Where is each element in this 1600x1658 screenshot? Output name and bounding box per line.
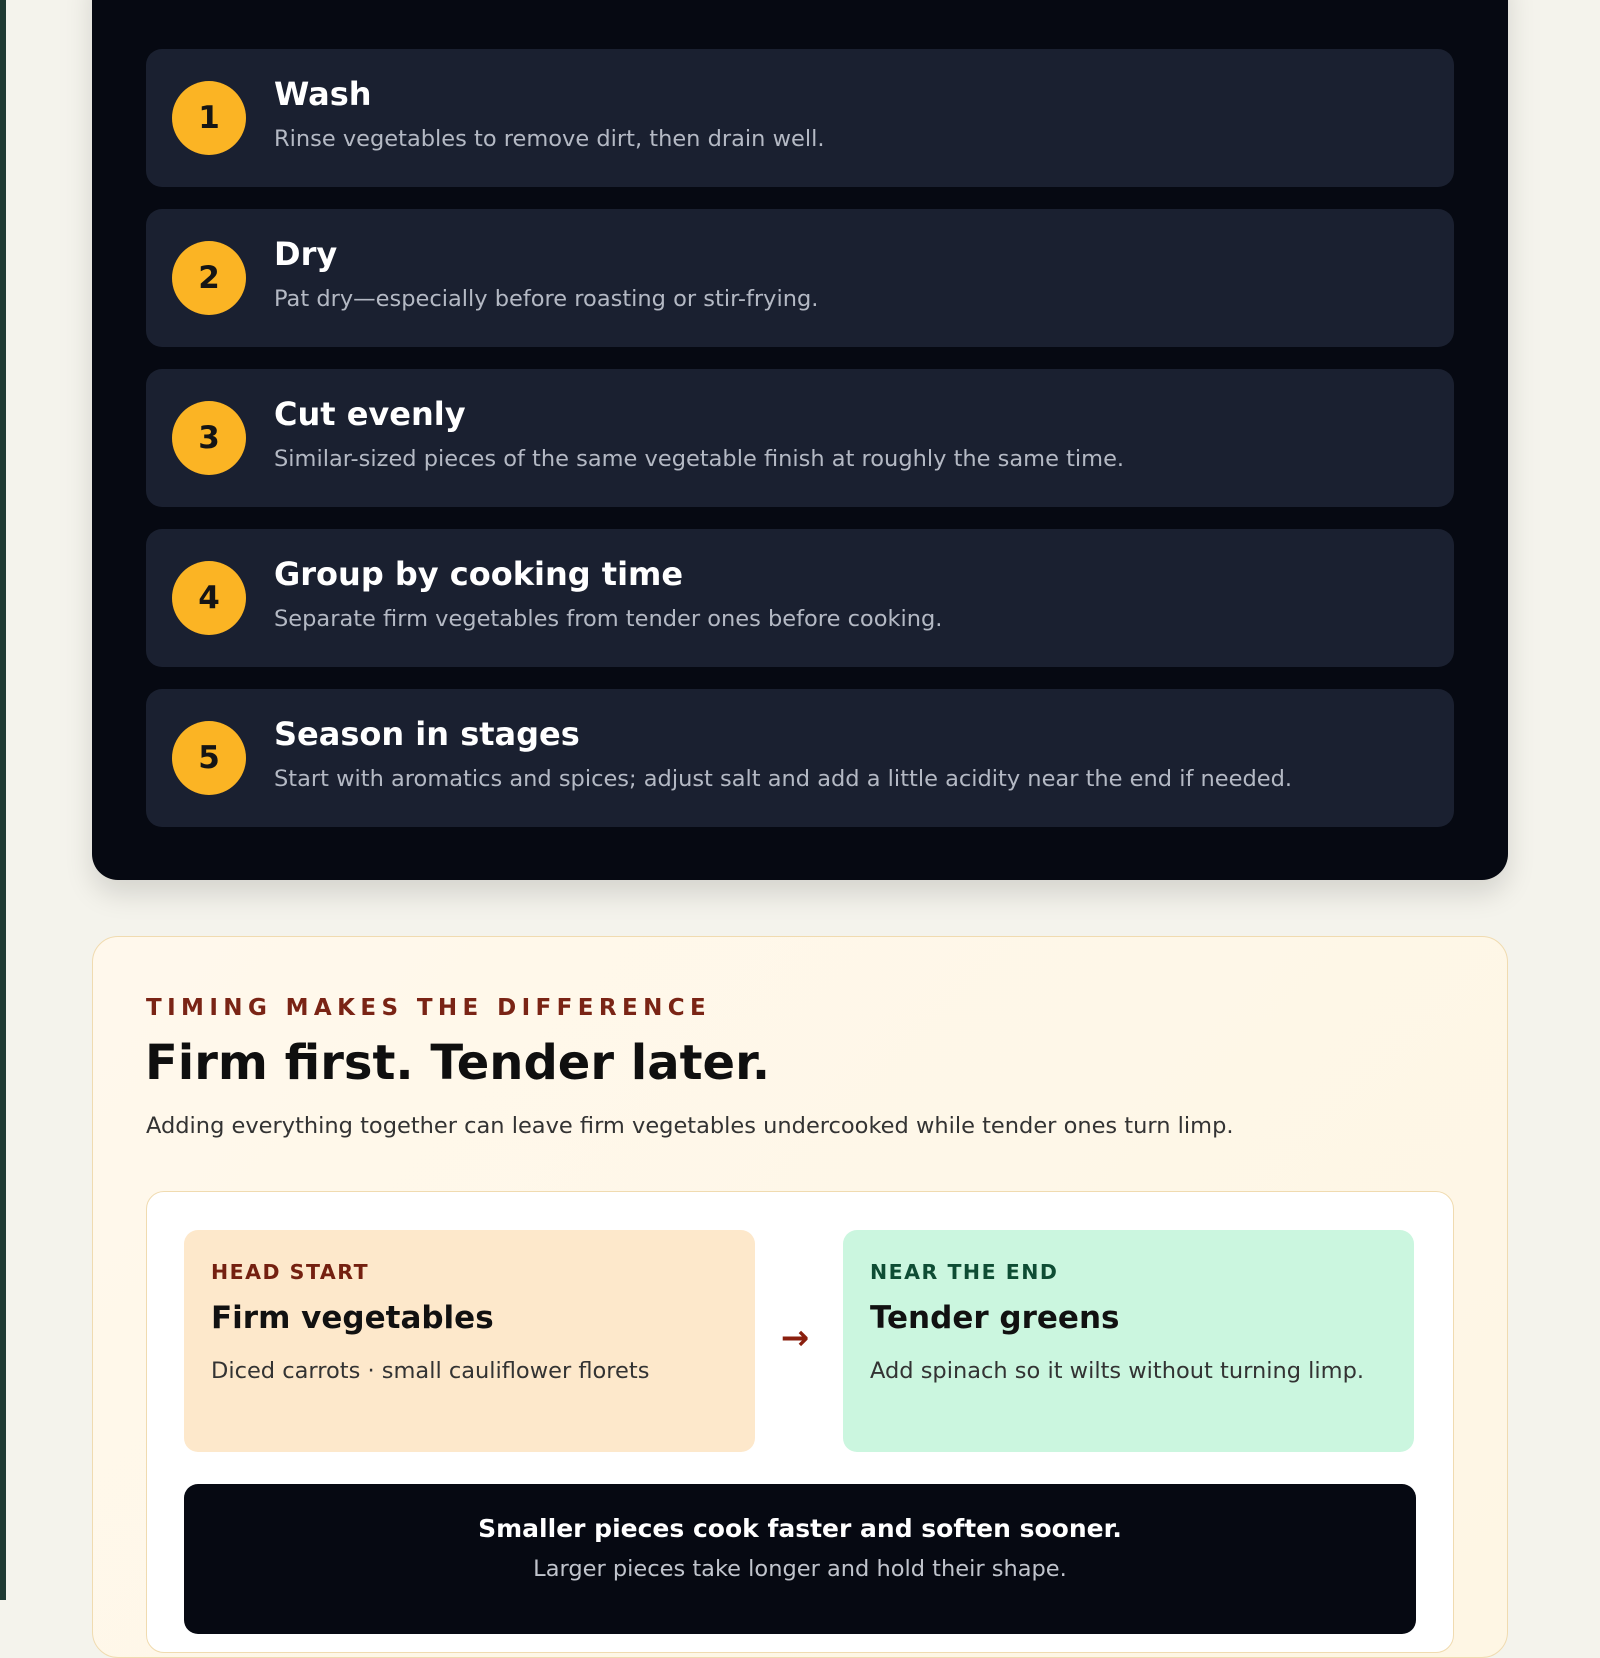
step-card-dry — [146, 209, 1454, 347]
timing-eyebrow: TIMING MAKES THE DIFFERENCE — [146, 995, 712, 1021]
prep-steps-panel — [92, 0, 1508, 880]
size-note-headline: Smaller pieces cook faster and soften sooner. — [478, 1514, 1122, 1543]
step-title: Wash — [274, 75, 372, 113]
step-title: Season in stages — [274, 715, 580, 753]
tender-greens-card — [843, 1230, 1414, 1452]
firm-stage-description: Diced carrots · small cauliflower florets — [211, 1358, 650, 1384]
step-card-cut-evenly — [146, 369, 1454, 507]
timing-panel — [92, 936, 1508, 1658]
step-number-badge: 1 — [172, 81, 246, 155]
firm-vegetables-card — [184, 1230, 755, 1452]
step-card-season-in-stages — [146, 689, 1454, 827]
step-number-badge: 3 — [172, 401, 246, 475]
step-title: Group by cooking time — [274, 555, 684, 593]
step-number-badge: 4 — [172, 561, 246, 635]
size-note-subtext: Larger pieces take longer and hold their shape. — [533, 1556, 1067, 1582]
firm-stage-label: HEAD START — [211, 1260, 370, 1284]
step-description: Separate firm vegetables from tender ones before cooking. — [274, 606, 943, 632]
timing-title: Firm first. Tender later. — [145, 1035, 771, 1091]
step-description: Similar-sized pieces of the same vegetable finish at roughly the same time. — [274, 446, 1125, 472]
size-note-banner — [184, 1484, 1416, 1634]
step-card-group-by-cooking-time — [146, 529, 1454, 667]
step-title: Cut evenly — [274, 395, 466, 433]
tender-stage-title: Tender greens — [870, 1300, 1120, 1336]
tender-stage-description: Add spinach so it wilts without turning limp. — [870, 1358, 1365, 1384]
step-number-badge: 5 — [172, 721, 246, 795]
step-description: Start with aromatics and spices; adjust salt and add a little acidity near the end if needed. — [274, 766, 1293, 792]
page-left-edge — [0, 0, 6, 1600]
arrow-right-icon: → — [780, 1318, 810, 1358]
step-card-wash — [146, 49, 1454, 187]
timing-comparison-box — [146, 1191, 1454, 1653]
step-title: Dry — [274, 235, 338, 273]
step-number-badge: 2 — [172, 241, 246, 315]
step-description: Pat dry—especially before roasting or stir-frying. — [274, 286, 819, 312]
firm-stage-title: Firm vegetables — [211, 1300, 494, 1336]
step-description: Rinse vegetables to remove dirt, then drain well. — [274, 126, 825, 152]
tender-stage-label: NEAR THE END — [870, 1260, 1059, 1284]
timing-description: Adding everything together can leave firm vegetables undercooked while tender ones turn limp. — [146, 1113, 1234, 1139]
